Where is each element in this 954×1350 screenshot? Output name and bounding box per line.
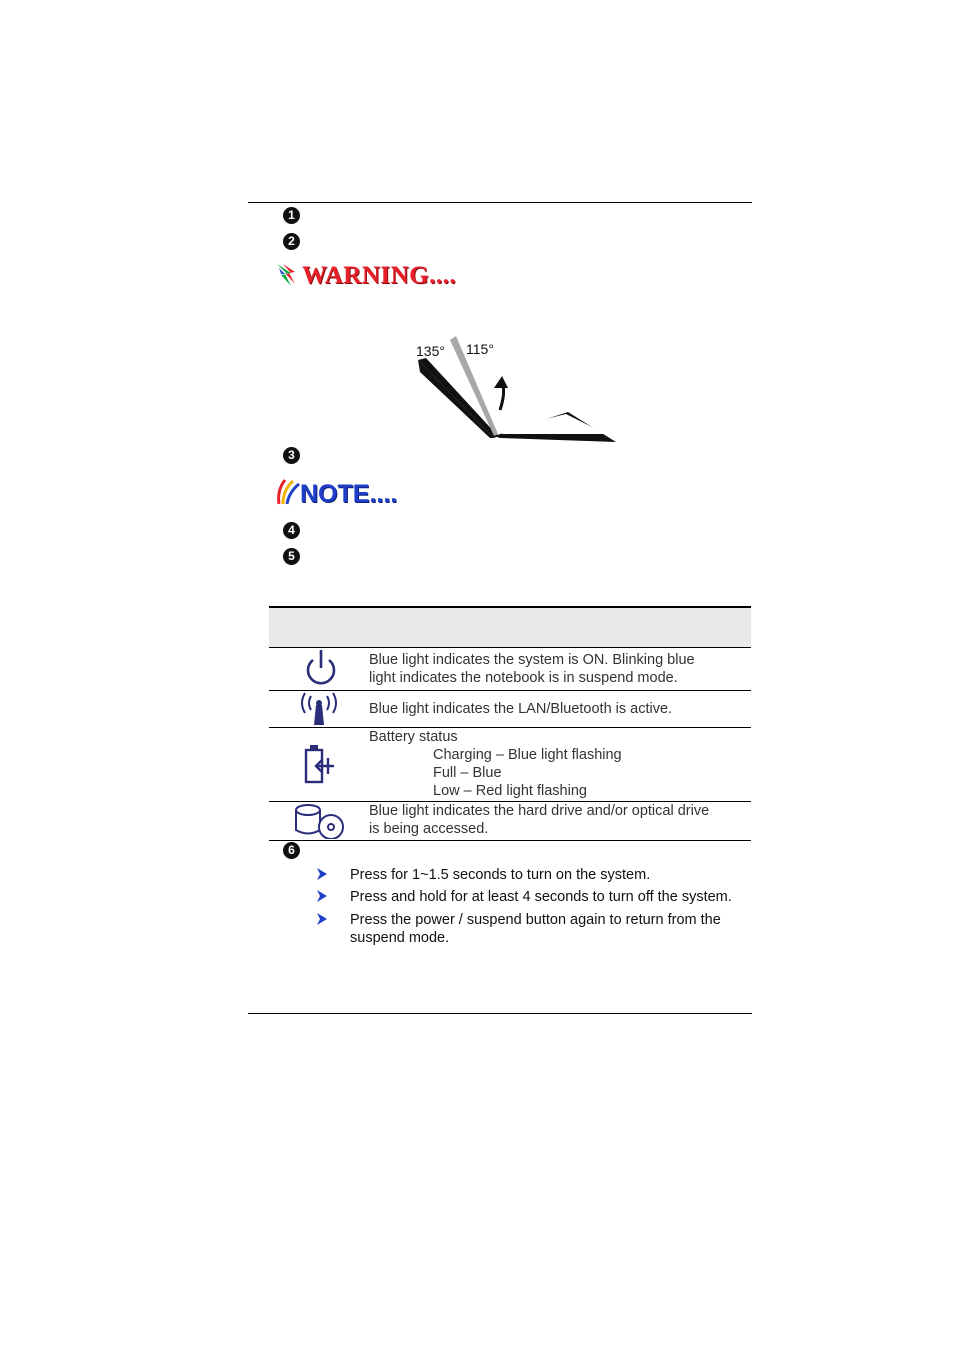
battery-status-title: Battery status — [369, 729, 458, 745]
arrow-bullet-icon — [316, 889, 328, 903]
warning-label: WARNING.... — [302, 262, 457, 289]
warning-icon — [275, 262, 301, 288]
callout-4: 4 — [283, 522, 300, 539]
callout-1: 1 — [283, 207, 300, 224]
callout-6: 6 — [283, 842, 300, 859]
table-header — [269, 606, 751, 647]
bullet-text-3: Press the power / suspend button again to return from the suspend mode. — [350, 912, 721, 946]
battery-icon — [302, 744, 338, 786]
table-row — [269, 647, 751, 690]
battery-charging: Charging – Blue light flashing — [433, 747, 622, 763]
angle-label-normal: 115° — [466, 341, 494, 357]
bullet-text-1: Press for 1~1.5 seconds to turn on the system. — [350, 867, 651, 883]
note-icon — [275, 478, 301, 506]
power-desc-line-1: Blue light indicates the system is ON. Blinking blue — [369, 652, 695, 668]
angle-label-open: 135° — [416, 343, 445, 359]
power-icon — [301, 648, 341, 690]
arrow-bullet-icon — [316, 867, 328, 881]
wireless-desc: Blue light indicates the LAN/Bluetooth is active. — [369, 701, 673, 717]
list-item — [316, 866, 746, 884]
list-item — [316, 888, 746, 906]
table-row — [269, 690, 751, 727]
drive-desc-line-1: Blue light indicates the hard drive and/or optical drive — [369, 803, 710, 819]
bottom-rule — [248, 1013, 752, 1014]
power-desc-line-2: light indicates the notebook is in suspend mode. — [369, 670, 678, 686]
arrow-bullet-icon — [316, 912, 328, 926]
battery-full: Full – Blue — [433, 765, 502, 781]
top-rule — [248, 202, 752, 203]
callout-3: 3 — [283, 447, 300, 464]
bullet-text-2: Press and hold for at least 4 seconds to turn off the system. — [350, 889, 732, 905]
callout-5: 5 — [283, 548, 300, 565]
list-item — [316, 911, 746, 947]
drive-icon — [293, 803, 347, 839]
power-button-instructions — [316, 866, 746, 947]
table-row — [269, 727, 751, 801]
callout-2: 2 — [283, 233, 300, 250]
battery-low: Low – Red light flashing — [433, 783, 587, 799]
table-row — [269, 801, 751, 841]
hinge-angle-figure — [410, 330, 625, 450]
indicator-table — [269, 606, 751, 841]
drive-desc-line-2: is being accessed. — [369, 821, 489, 837]
note-label: NOTE.... — [300, 480, 398, 508]
wireless-icon — [295, 691, 343, 727]
